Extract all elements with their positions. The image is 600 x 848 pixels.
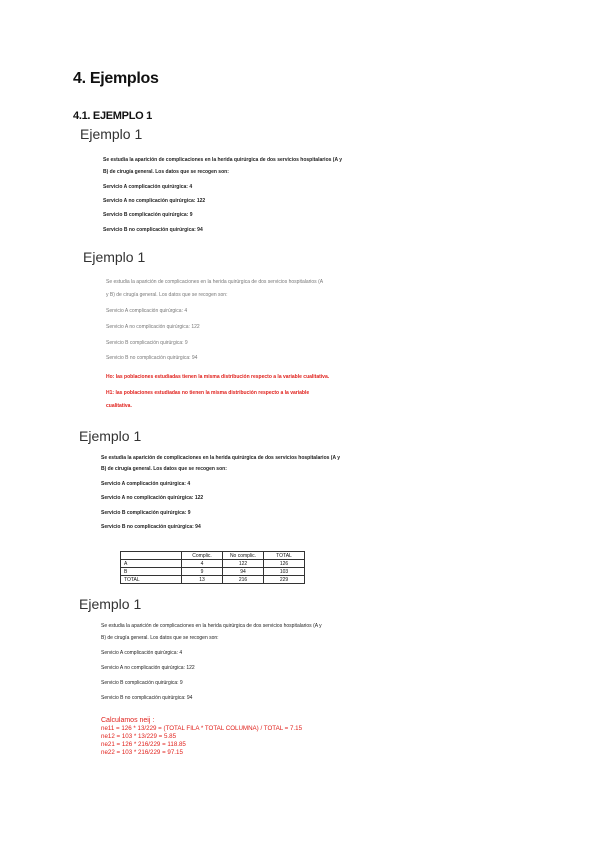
slide2-alt-hypothesis-line2: cualitativa.	[106, 403, 132, 409]
table-cell: TOTAL	[121, 576, 182, 584]
slide1-heading: Ejemplo 1	[80, 126, 143, 142]
slide3-intro-line1: Se estudia la aparición de complicaciones en la herida quirúrgica de dos servicios hospitalarios (A y	[101, 455, 341, 461]
table-cell	[121, 552, 182, 560]
slide2-null-hypothesis: Ho: las poblaciones estudiadas tienen la misma distribución respecto a la variable cualitativa.	[106, 374, 330, 380]
contingency-table	[120, 551, 305, 584]
slide2-line-b-comp: Servicio B complicación quirúrgica: 9	[106, 340, 188, 346]
table-header-row	[121, 552, 305, 560]
slide4-line-a-nocomp: Servicio A no complicación quirúrgica: 122	[101, 665, 195, 671]
table-row	[121, 576, 305, 584]
slide4-intro-line1: Se estudia la aparición de complicaciones en la herida quirúrgica de dos servicios hospitalarios (A y	[101, 623, 322, 629]
table-row	[121, 568, 305, 576]
slide4-line-a-comp: Servicio A complicación quirúrgica: 4	[101, 650, 183, 656]
slide1-line-b-comp: Servicio B complicación quirúrgica: 9	[103, 212, 193, 218]
slide4-heading: Ejemplo 1	[79, 596, 142, 612]
table-cell: 126	[264, 560, 305, 568]
slide4-line-b-nocomp: Servicio B no complicación quirúrgica: 94	[101, 695, 193, 701]
table-cell: 103	[264, 568, 305, 576]
slide2-heading: Ejemplo 1	[83, 249, 146, 265]
calc-ne11: ne11 = 126 * 13/229 = (TOTAL FILA * TOTAL COLUMNA) / TOTAL = 7.15	[101, 725, 303, 732]
slide2-intro-line2: y B) de cirugía general. Los datos que se recogen son:	[106, 292, 228, 298]
table-cell: 9	[182, 568, 223, 576]
slide2-alt-hypothesis-line1: H1: las poblaciones estudiadas no tienen la misma distribución respecto a la variable	[106, 390, 310, 396]
slide1-line-b-nocomp: Servicio B no complicación quirúrgica: 94	[103, 227, 203, 233]
section-subtitle: 4.1. EJEMPLO 1	[73, 110, 152, 122]
slide1-intro-line2: B) de cirugía general. Los datos que se recogen son:	[103, 169, 229, 175]
slide3-line-a-comp: Servicio A complicación quirúrgica: 4	[101, 481, 191, 487]
table-cell: TOTAL	[264, 552, 305, 560]
table-cell: No complic.	[223, 552, 264, 560]
table-cell: 216	[223, 576, 264, 584]
slide2-intro-line1: Se estudia la aparición de complicaciones en la herida quirúrgica de dos servicios hospitalarios (A	[106, 279, 324, 285]
table-row	[121, 560, 305, 568]
calc-title: Calculamos neij :	[101, 717, 155, 724]
table-cell: 229	[264, 576, 305, 584]
slide2-line-b-nocomp: Servicio B no complicación quirúrgica: 94	[106, 355, 198, 361]
table-cell: Complic.	[182, 552, 223, 560]
slide1-intro-line1: Se estudia la aparición de complicaciones en la herida quirúrgica de dos servicios hospitalarios (A y	[103, 157, 343, 163]
page-title: 4. Ejemplos	[73, 70, 159, 87]
expected-frequencies-block	[101, 717, 302, 757]
slide1-line-a-nocomp: Servicio A no complicación quirúrgica: 122	[103, 198, 206, 204]
slide3-heading: Ejemplo 1	[79, 428, 142, 444]
table-cell: 122	[223, 560, 264, 568]
table-cell: 4	[182, 560, 223, 568]
slide3-line-b-nocomp: Servicio B no complicación quirúrgica: 94	[101, 524, 201, 530]
table-cell: 13	[182, 576, 223, 584]
calc-ne12: ne12 = 103 * 13/229 = 5.85	[101, 733, 177, 740]
table-cell: B	[121, 568, 182, 576]
calc-ne22: ne22 = 103 * 216/229 = 97.15	[101, 749, 183, 756]
slide3-line-b-comp: Servicio B complicación quirúrgica: 9	[101, 510, 191, 516]
slide4-intro-line2: B) de cirugía general. Los datos que se recogen son:	[101, 635, 219, 641]
slide3-line-a-nocomp: Servicio A no complicación quirúrgica: 122	[101, 495, 204, 501]
table-cell: A	[121, 560, 182, 568]
table-cell: 94	[223, 568, 264, 576]
slide2-line-a-comp: Servicio A complicación quirúrgica: 4	[106, 308, 188, 314]
slide2-line-a-nocomp: Servicio A no complicación quirúrgica: 122	[106, 324, 200, 330]
slide1-line-a-comp: Servicio A complicación quirúrgica: 4	[103, 184, 193, 190]
slide4-line-b-comp: Servicio B complicación quirúrgica: 9	[101, 680, 183, 686]
slide3-intro-line2: B) de cirugía general. Los datos que se recogen son:	[101, 466, 227, 472]
calc-ne21: ne21 = 126 * 216/229 = 118.85	[101, 741, 186, 748]
